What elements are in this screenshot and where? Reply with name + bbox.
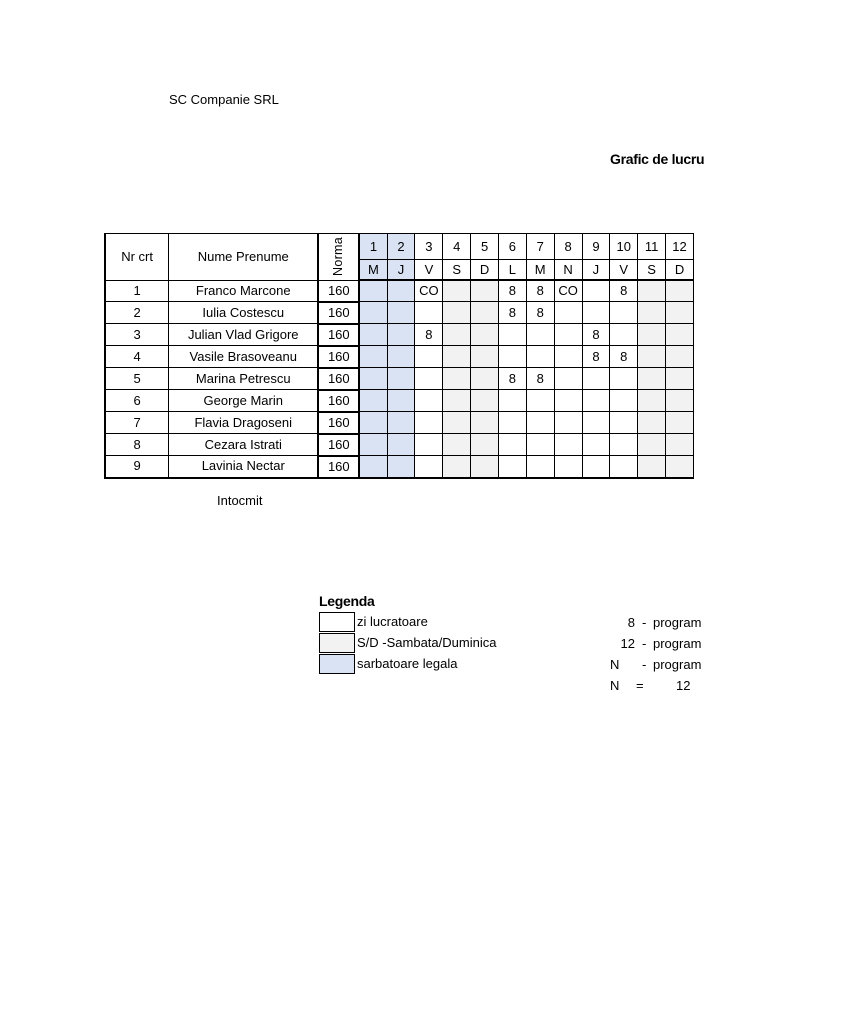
schedule-sheet <box>104 233 694 473</box>
day-number: 2 <box>387 234 415 260</box>
table-row <box>105 280 694 302</box>
weekday-letter: M <box>526 260 554 281</box>
norma-value[interactable]: 160 <box>318 324 359 346</box>
schedule-cell[interactable] <box>610 324 638 346</box>
schedule-cell[interactable] <box>582 456 610 478</box>
employee-name[interactable]: Lavinia Nectar <box>169 456 319 478</box>
row-number: 3 <box>105 324 169 346</box>
schedule-cell[interactable] <box>610 368 638 390</box>
code-text: program <box>653 615 702 630</box>
day-number: 4 <box>443 234 471 260</box>
schedule-cell[interactable]: CO <box>554 280 582 302</box>
schedule-cell[interactable] <box>666 368 694 390</box>
schedule-cell[interactable] <box>387 412 415 434</box>
legend-swatch <box>319 612 355 632</box>
legend-label: zi lucratoare <box>357 614 428 629</box>
weekday-letter: V <box>610 260 638 281</box>
row-number: 7 <box>105 412 169 434</box>
schedule-cell[interactable] <box>359 324 387 346</box>
schedule-cell[interactable] <box>666 412 694 434</box>
schedule-cell[interactable] <box>554 368 582 390</box>
schedule-cell[interactable] <box>638 302 666 324</box>
schedule-cell[interactable] <box>471 412 499 434</box>
employee-name[interactable]: Marina Petrescu <box>169 368 319 390</box>
norma-value[interactable]: 160 <box>318 434 359 456</box>
schedule-cell[interactable] <box>471 434 499 456</box>
schedule-cell[interactable] <box>443 412 471 434</box>
schedule-cell[interactable] <box>526 390 554 412</box>
schedule-cell[interactable] <box>554 390 582 412</box>
schedule-cell[interactable] <box>582 390 610 412</box>
schedule-cell[interactable] <box>610 390 638 412</box>
norma-value[interactable]: 160 <box>318 346 359 368</box>
schedule-cell[interactable] <box>666 302 694 324</box>
employee-name[interactable]: Cezara Istrati <box>169 434 319 456</box>
schedule-cell[interactable]: 8 <box>582 324 610 346</box>
code-key: N <box>610 678 620 693</box>
schedule-cell[interactable] <box>666 456 694 478</box>
row-number: 4 <box>105 346 169 368</box>
schedule-cell[interactable] <box>359 280 387 302</box>
table-row <box>105 368 694 390</box>
schedule-cell[interactable] <box>554 434 582 456</box>
schedule-cell[interactable] <box>666 434 694 456</box>
norma-value[interactable]: 160 <box>318 412 359 434</box>
page-title: Grafic de lucru <box>610 151 705 167</box>
schedule-cell[interactable] <box>498 346 526 368</box>
schedule-cell[interactable] <box>415 434 443 456</box>
day-number: 3 <box>415 234 443 260</box>
schedule-cell[interactable] <box>498 456 526 478</box>
row-number: 9 <box>105 456 169 478</box>
schedule-cell[interactable] <box>638 456 666 478</box>
weekday-letter: S <box>443 260 471 281</box>
code-text: 12 <box>676 678 691 693</box>
schedule-cell[interactable] <box>443 324 471 346</box>
weekday-letter: D <box>666 260 694 281</box>
table-row <box>105 324 694 346</box>
schedule-cell[interactable] <box>471 346 499 368</box>
weekday-letter: D <box>471 260 499 281</box>
norma-value[interactable]: 160 <box>318 456 359 478</box>
code-key: N <box>610 657 620 672</box>
code-separator: - <box>642 657 647 672</box>
schedule-cell[interactable]: 8 <box>610 346 638 368</box>
schedule-cell[interactable]: 8 <box>415 324 443 346</box>
day-number: 7 <box>526 234 554 260</box>
schedule-cell[interactable] <box>387 302 415 324</box>
table-row <box>105 434 694 456</box>
norma-value[interactable]: 160 <box>318 302 359 324</box>
schedule-cell[interactable] <box>610 412 638 434</box>
table-row <box>105 346 694 368</box>
schedule-cell[interactable] <box>359 346 387 368</box>
schedule-cell[interactable] <box>526 412 554 434</box>
schedule-cell[interactable]: 8 <box>498 302 526 324</box>
schedule-cell[interactable] <box>666 346 694 368</box>
schedule-cell[interactable]: CO <box>415 280 443 302</box>
schedule-cell[interactable] <box>415 368 443 390</box>
row-number: 8 <box>105 434 169 456</box>
schedule-cell[interactable] <box>498 412 526 434</box>
schedule-cell[interactable] <box>610 434 638 456</box>
schedule-cell[interactable]: 8 <box>526 368 554 390</box>
employee-name[interactable]: Iulia Costescu <box>169 302 319 324</box>
weekday-letter: M <box>359 260 387 281</box>
schedule-cell[interactable] <box>359 368 387 390</box>
schedule-cell[interactable] <box>471 390 499 412</box>
schedule-cell[interactable]: 8 <box>610 280 638 302</box>
legend-label: S/D -Sambata/Duminica <box>357 635 497 650</box>
company-name: SC Companie SRL <box>169 92 279 107</box>
schedule-cell[interactable] <box>471 324 499 346</box>
employee-name[interactable]: George Marin <box>169 390 319 412</box>
schedule-cell[interactable] <box>443 390 471 412</box>
schedule-cell[interactable] <box>554 302 582 324</box>
schedule-cell[interactable] <box>582 280 610 302</box>
schedule-cell[interactable] <box>610 302 638 324</box>
schedule-cell[interactable] <box>471 280 499 302</box>
schedule-cell[interactable] <box>498 324 526 346</box>
day-number: 12 <box>666 234 694 260</box>
table-row <box>105 412 694 434</box>
schedule-cell[interactable] <box>359 434 387 456</box>
schedule-table <box>104 233 694 479</box>
schedule-cell[interactable] <box>471 456 499 478</box>
code-separator: = <box>636 678 644 693</box>
header-name: Nume Prenume <box>169 234 319 281</box>
schedule-cell[interactable] <box>554 412 582 434</box>
weekday-letter: J <box>582 260 610 281</box>
schedule-cell[interactable] <box>638 280 666 302</box>
code-key: 8 <box>627 615 635 630</box>
schedule-cell[interactable] <box>359 456 387 478</box>
legend-code-row <box>560 678 860 698</box>
day-number: 11 <box>638 234 666 260</box>
legend-swatch <box>319 633 355 653</box>
schedule-cell[interactable] <box>526 346 554 368</box>
header-nr-crt: Nr crt <box>105 234 169 281</box>
schedule-cell[interactable] <box>415 302 443 324</box>
schedule-cell[interactable]: 8 <box>526 280 554 302</box>
table-row <box>105 302 694 324</box>
schedule-cell[interactable] <box>666 324 694 346</box>
schedule-cell[interactable] <box>471 368 499 390</box>
day-number: 8 <box>554 234 582 260</box>
day-number: 1 <box>359 234 387 260</box>
schedule-cell[interactable] <box>582 368 610 390</box>
schedule-cell[interactable] <box>582 302 610 324</box>
schedule-cell[interactable] <box>415 412 443 434</box>
norma-value[interactable]: 160 <box>318 390 359 412</box>
schedule-cell[interactable] <box>526 434 554 456</box>
code-key: 12 <box>620 636 635 651</box>
schedule-cell[interactable] <box>610 456 638 478</box>
legend-title: Legenda <box>319 593 375 609</box>
schedule-cell[interactable] <box>415 456 443 478</box>
legend-swatch <box>319 654 355 674</box>
legend-label: sarbatoare legala <box>357 656 458 671</box>
day-number: 9 <box>582 234 610 260</box>
schedule-cell[interactable] <box>387 434 415 456</box>
schedule-cell[interactable] <box>443 302 471 324</box>
day-number: 6 <box>498 234 526 260</box>
schedule-cell[interactable] <box>387 346 415 368</box>
code-separator: - <box>642 636 647 651</box>
norma-label: Norma <box>331 237 346 277</box>
norma-value[interactable]: 160 <box>318 280 359 302</box>
code-separator: - <box>642 615 647 630</box>
schedule-cell[interactable] <box>387 324 415 346</box>
schedule-cell[interactable] <box>415 390 443 412</box>
norma-value[interactable]: 160 <box>318 368 359 390</box>
schedule-cell[interactable] <box>443 346 471 368</box>
schedule-cell[interactable] <box>666 280 694 302</box>
schedule-cell[interactable]: 8 <box>582 346 610 368</box>
weekday-letter: N <box>554 260 582 281</box>
weekday-letter: J <box>387 260 415 281</box>
legend-code-row <box>560 657 860 677</box>
schedule-cell[interactable]: 8 <box>526 302 554 324</box>
schedule-cell[interactable] <box>638 434 666 456</box>
schedule-cell[interactable] <box>443 280 471 302</box>
weekday-letter: V <box>415 260 443 281</box>
legend-code-row <box>560 636 860 656</box>
schedule-cell[interactable] <box>554 346 582 368</box>
schedule-cell[interactable] <box>498 434 526 456</box>
table-row <box>105 390 694 412</box>
schedule-cell[interactable] <box>666 390 694 412</box>
legend-code-row <box>560 615 860 635</box>
schedule-cell[interactable] <box>554 456 582 478</box>
employee-name[interactable]: Julian Vlad Grigore <box>169 324 319 346</box>
schedule-cell[interactable]: 8 <box>498 368 526 390</box>
schedule-cell[interactable] <box>638 346 666 368</box>
schedule-cell[interactable] <box>387 456 415 478</box>
schedule-cell[interactable] <box>415 346 443 368</box>
schedule-cell[interactable] <box>387 368 415 390</box>
day-number: 5 <box>471 234 499 260</box>
row-number: 1 <box>105 280 169 302</box>
row-number: 2 <box>105 302 169 324</box>
table-row <box>105 456 694 478</box>
schedule-cell[interactable] <box>526 456 554 478</box>
weekday-letter: S <box>638 260 666 281</box>
schedule-cell[interactable]: 8 <box>498 280 526 302</box>
schedule-cell[interactable] <box>638 368 666 390</box>
day-number: 10 <box>610 234 638 260</box>
schedule-cell[interactable] <box>526 324 554 346</box>
employee-name[interactable]: Franco Marcone <box>169 280 319 302</box>
title-area <box>560 151 705 173</box>
row-number: 6 <box>105 390 169 412</box>
employee-name[interactable]: Flavia Dragoseni <box>169 412 319 434</box>
code-text: program <box>653 636 702 651</box>
schedule-cell[interactable] <box>638 324 666 346</box>
header-norma <box>318 234 359 281</box>
schedule-cell[interactable] <box>554 324 582 346</box>
prepared-by-label: Intocmit <box>217 493 263 508</box>
weekday-letter: L <box>498 260 526 281</box>
employee-name[interactable]: Vasile Brasoveanu <box>169 346 319 368</box>
schedule-cell[interactable] <box>498 390 526 412</box>
schedule-cell[interactable] <box>359 412 387 434</box>
schedule-cell[interactable] <box>471 302 499 324</box>
schedule-cell[interactable] <box>443 456 471 478</box>
row-number: 5 <box>105 368 169 390</box>
code-text: program <box>653 657 702 672</box>
schedule-cell[interactable] <box>638 390 666 412</box>
schedule-cell[interactable] <box>582 434 610 456</box>
schedule-cell[interactable] <box>443 434 471 456</box>
legend-codes <box>560 612 702 702</box>
schedule-cell[interactable] <box>582 412 610 434</box>
schedule-cell[interactable] <box>359 302 387 324</box>
schedule-cell[interactable] <box>387 280 415 302</box>
schedule-cell[interactable] <box>387 390 415 412</box>
schedule-cell[interactable] <box>638 412 666 434</box>
schedule-cell[interactable] <box>443 368 471 390</box>
schedule-cell[interactable] <box>359 390 387 412</box>
